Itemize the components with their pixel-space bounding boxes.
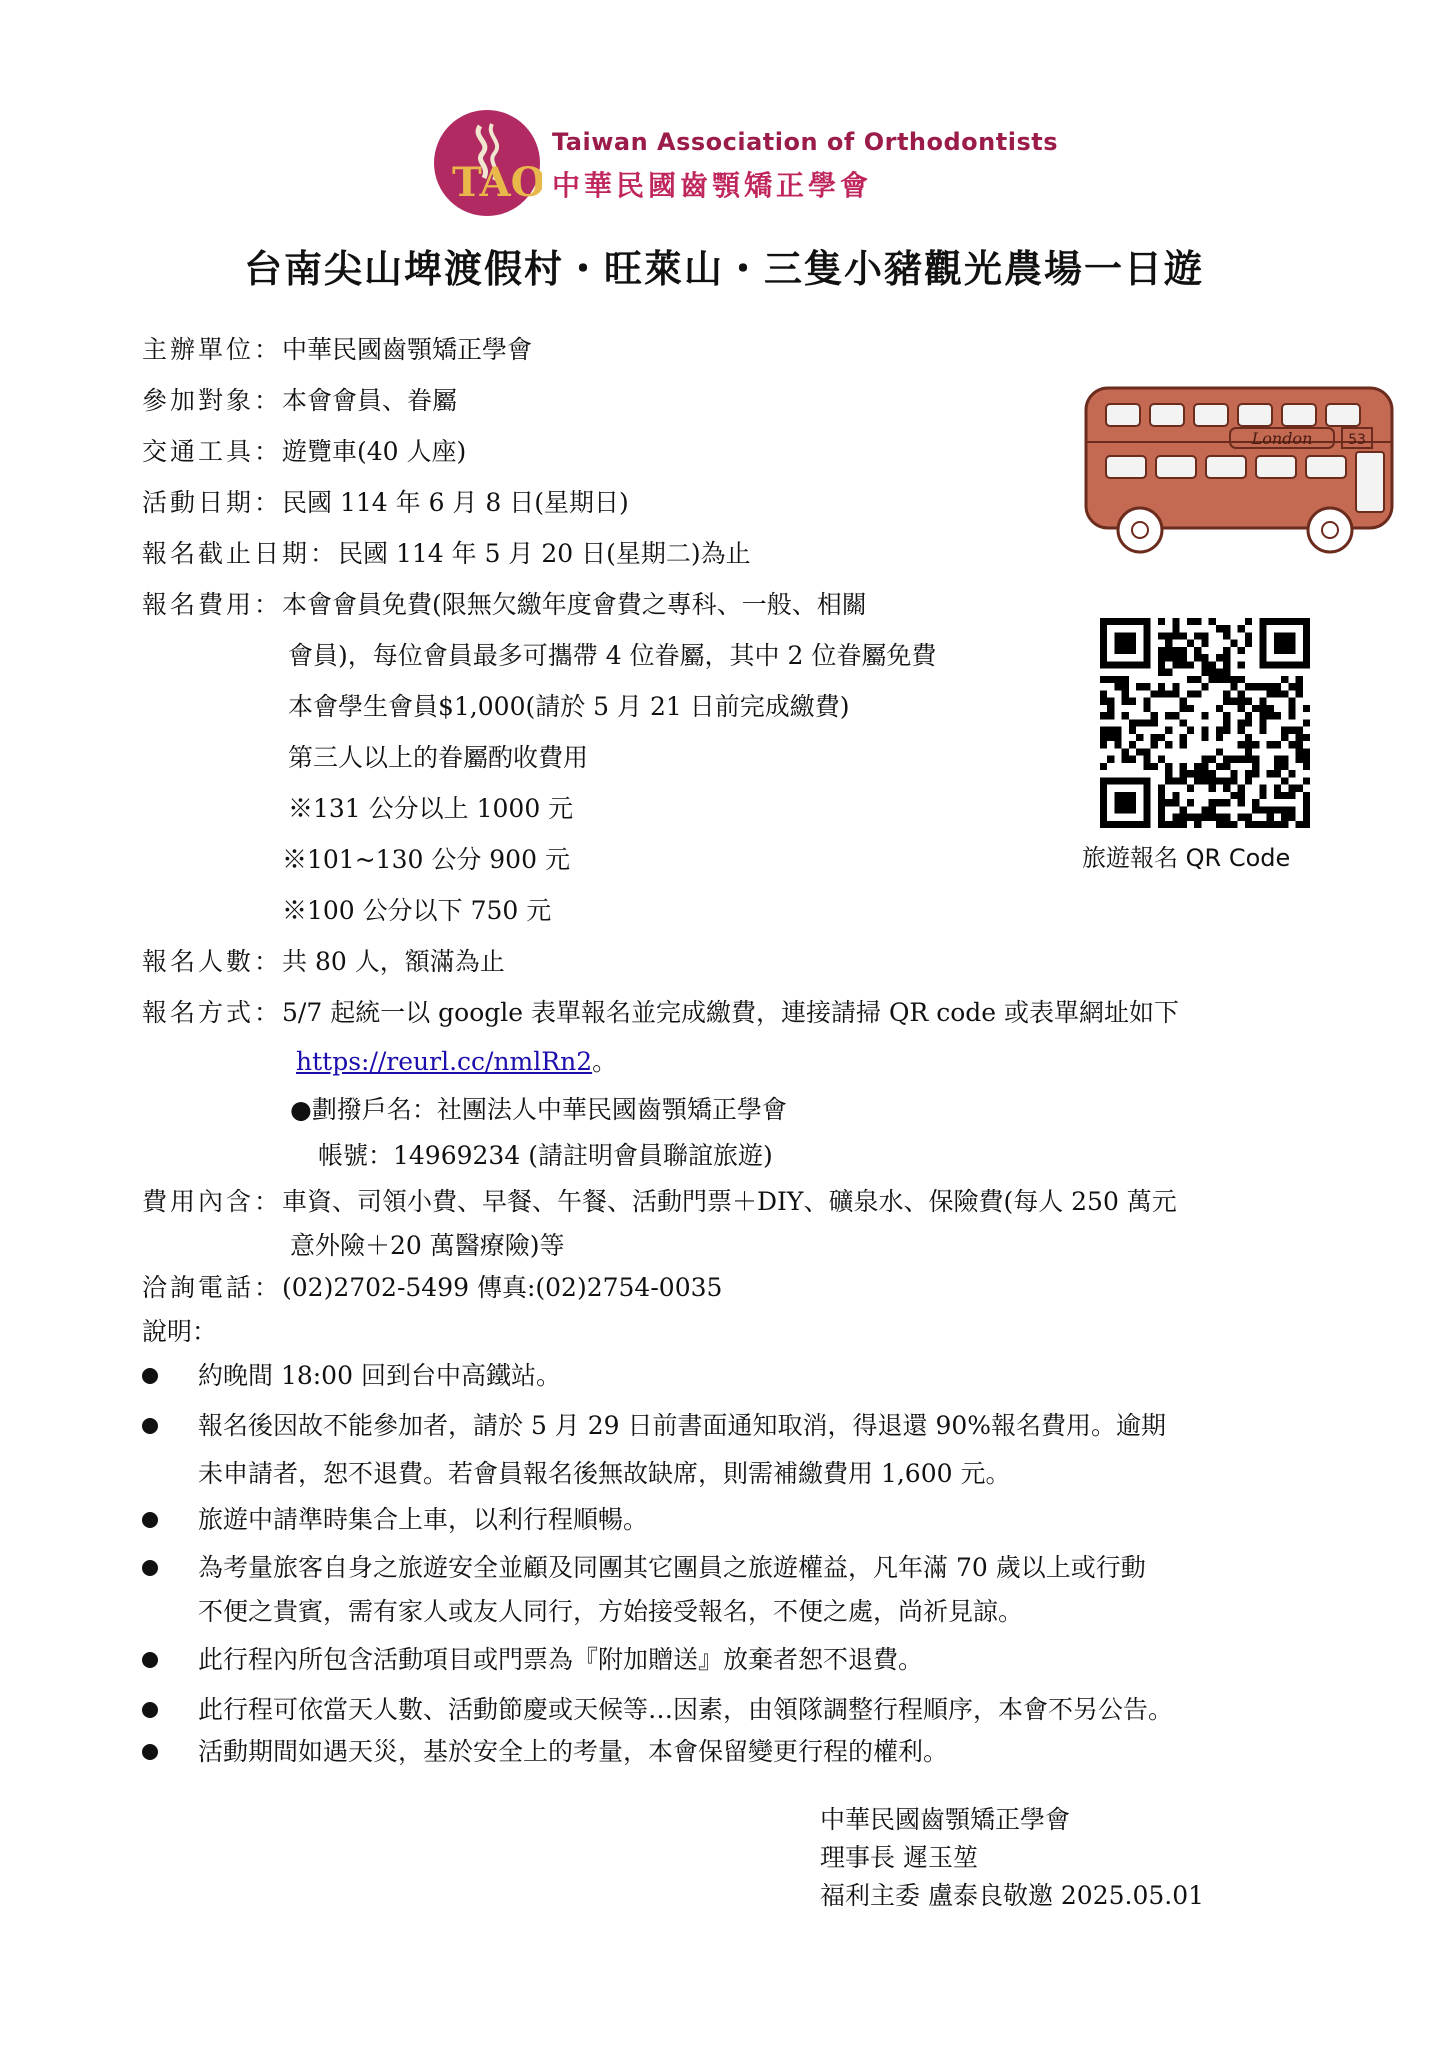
method-label: 報名方式： [142,998,283,1027]
note-5: 此行程內所包含活動項目或門票為『附加贈送』放棄者恕不退費。 [198,1645,924,1674]
includes-label: 費用內含： [142,1187,283,1216]
signature-org: 中華民國齒顎矯正學會 [820,1805,1071,1834]
contact-label: 洽詢電話： [142,1273,283,1302]
bullet-icon [142,1418,158,1434]
signature-chair: 理事長 遲玉堃 [820,1843,978,1872]
bullet-icon [142,1512,158,1528]
transport-label: 交通工具： [142,437,283,466]
capacity-value: 共 80 人，額滿為止 [282,947,505,976]
organizer-value: 中華民國齒顎矯正學會 [282,335,533,364]
fee-line2: 會員)，每位會員最多可攜帶 4 位眷屬，其中 2 位眷屬免費 [288,641,937,670]
account-name: ●劃撥戶名：社團法人中華民國齒顎矯正學會 [290,1095,787,1124]
signature-welfare: 福利主委 盧泰良敬邀 2025.05.01 [820,1881,1205,1910]
includes-line2: 意外險＋20 萬醫療險)等 [290,1231,565,1260]
contact-value: (02)2702-5499 傳真:(02)2754-0035 [282,1273,723,1302]
fee-tier-3: ※100 公分以下 750 元 [282,896,552,925]
org-name-zh: 中華民國齒顎矯正學會 [552,169,873,202]
bullet-icon [142,1652,158,1668]
date-value: 民國 114 年 6 月 8 日(星期日) [282,488,629,517]
fee-line4: 第三人以上的眷屬酌收費用 [288,743,589,772]
note-2-line2: 未申請者，恕不退費。若會員報名後無故缺席，則需補繳費用 1,600 元。 [198,1459,1011,1488]
capacity-row [142,946,505,978]
deadline-row [142,538,751,570]
includes-line1: 車資、司領小費、早餐、午餐、活動門票＋DIY、礦泉水、保險費(每人 250 萬元 [282,1187,1177,1216]
deadline-value: 民國 114 年 5 月 20 日(星期二)為止 [338,539,751,568]
capacity-label: 報名人數： [142,947,283,976]
fee-row [142,589,867,621]
page-title: 台南尖山埤渡假村・旺萊山・三隻小豬觀光農場一日遊 [243,246,1204,291]
fee-tier-1: ※131 公分以上 1000 元 [288,794,574,823]
participants-label: 參加對象： [142,386,283,415]
organizer-row [142,334,532,366]
bullet-icon [142,1368,158,1384]
bus-number-text: 53 [1348,432,1366,448]
registration-url-suffix: 。 [592,1047,618,1076]
bullet-icon [142,1560,158,1576]
bus-illustration [1080,382,1398,557]
fee-tier-2: ※101~130 公分 900 元 [282,845,570,874]
account-number: 帳號：14969234 (請註明會員聯誼旅遊) [318,1141,773,1170]
note-4-line1: 為考量旅客自身之旅遊安全並顧及同團其它團員之旅遊權益，凡年滿 70 歲以上或行動 [198,1553,1146,1582]
deadline-label: 報名截止日期： [142,539,339,568]
bus-sign-text: London [1251,429,1313,448]
includes-row [142,1186,1177,1218]
participants-row [142,385,457,417]
qr-caption: 旅遊報名 QR Code [1082,844,1291,872]
fee-line3: 本會學生會員$1,000(請於 5 月 21 日前完成繳費) [288,692,850,721]
transport-value: 遊覽車(40 人座) [282,437,467,466]
bullet-icon [142,1744,158,1760]
participants-value: 本會會員、眷屬 [282,386,458,415]
note-3: 旅遊中請準時集合上車，以利行程順暢。 [198,1505,649,1534]
organizer-label: 主辦單位： [142,335,283,364]
logo-text: TAO [452,159,542,206]
method-line1: 5/7 起統一以 google 表單報名並完成繳費，連接請掃 QR code 或表單網址如下 [282,998,1180,1027]
method-row [142,997,1179,1029]
note-2-line1: 報名後因故不能參加者，請於 5 月 29 日前書面通知取消，得退還 90%報名費用。逾期 [198,1411,1167,1440]
note-4-line2: 不便之貴賓，需有家人或友人同行，方始接受報名，不便之處，尚祈見諒。 [198,1597,1024,1626]
qr-code[interactable] [1100,618,1310,828]
fee-line1: 本會會員免費(限無欠繳年度會費之專科、一般、相關 [282,590,867,619]
date-row [142,487,629,519]
registration-url-row [296,1046,617,1078]
date-label: 活動日期： [142,488,283,517]
org-name-en: Taiwan Association of Orthodontists [552,128,1058,156]
note-7: 活動期間如遇天災，基於安全上的考量，本會保留變更行程的權利。 [198,1737,949,1766]
bullet-icon [142,1702,158,1718]
notes-label: 說明： [142,1317,218,1346]
contact-row [142,1272,722,1304]
tao-logo [432,108,542,218]
registration-url-link[interactable]: https://reurl.cc/nmlRn2 [296,1047,593,1076]
note-6: 此行程可依當天人數、活動節慶或天候等…因素，由領隊調整行程順序，本會不另公告。 [198,1695,1174,1724]
note-1: 約晚間 18:00 回到台中高鐵站。 [198,1361,561,1390]
transport-row [142,436,466,468]
fee-label: 報名費用： [142,590,283,619]
